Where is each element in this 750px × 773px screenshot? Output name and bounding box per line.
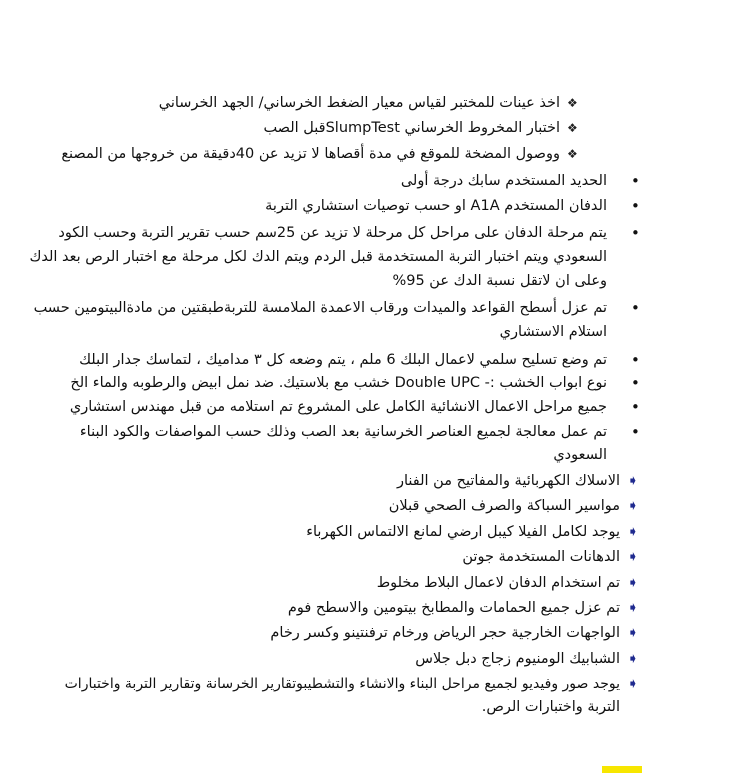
bullet-item-6: نوع ابواب الخشب :- Double UPC خشب مع بلاستيك. ضد نمل ابيض والرطوبه والماء الخ — [70, 375, 607, 391]
arrow-bullet-icon: ➧ — [627, 498, 639, 514]
bullet-icon: • — [631, 224, 640, 242]
diamond-item-2: اختبار المخروط الخرساني SlumpTestقبل الصب — [263, 120, 560, 136]
bullet-item-4: تم عزل أسطح القواعد والميدات ورقاب الاعمدة الملامسة للتربةطبقتين من مادةالبيتومين حسب — [33, 300, 607, 316]
arrow-item-9: يوجد صور وفيديو لجميع مراحل البناء والانشاء والتشطيبوتقارير الخرسانة وتقارير التربة واختبارات — [64, 676, 620, 692]
bullet-item-1: الحديد المستخدم سابك درجة أولى — [400, 173, 607, 189]
yellow-highlight-mark — [602, 766, 642, 773]
arrow-item-7: الواجهات الخارجية حجر الرياض ورخام ترفنتينو وكسر رخام — [270, 625, 620, 641]
arrow-bullet-icon: ➧ — [627, 575, 639, 591]
diamond-bullet-icon: ❖ — [567, 121, 578, 135]
bullet-item-3-cont2: وعلى ان لاتقل نسبة الدك عن 95% — [392, 273, 607, 289]
arrow-bullet-icon: ➧ — [627, 473, 639, 489]
diamond-bullet-icon: ❖ — [567, 96, 578, 110]
diamond-bullet-icon: ❖ — [567, 147, 578, 161]
bullet-item-7: جميع مراحل الاعمال الانشائية الكامل على المشروع تم استلامه من قبل مهندس استشاري — [69, 399, 607, 415]
bullet-icon: • — [631, 299, 640, 317]
arrow-item-8: الشبابيك الومنيوم زجاج دبل جلاس — [415, 651, 620, 667]
arrow-item-5: تم استخدام الدفان لاعمال البلاط مخلوط — [376, 575, 620, 591]
arrow-bullet-icon: ➧ — [627, 625, 639, 641]
arrow-bullet-icon: ➧ — [627, 549, 639, 565]
bullet-item-3-cont: السعودي ويتم اختبار التربة المستخدمة قبل الردم ويتم الدك لكل مرحلة مع اختبار الرص بعد الدك — [29, 249, 607, 265]
bullet-icon: • — [631, 423, 640, 441]
bullet-item-4-cont: استلام الاستشاري — [499, 324, 607, 340]
arrow-item-6: تم عزل جميع الحمامات والمطابخ بيتومين والاسطح فوم — [287, 600, 620, 616]
arrow-item-3: يوجد لكامل الفيلا كيبل ارضي لمانع الالتماس الكهرباء — [306, 524, 620, 540]
arrow-item-9-cont: التربة واختبارات الرص. — [481, 699, 620, 715]
diamond-item-1: اخذ عينات للمختبر لقياس معيار الضغط الخرساني/ الجهد الخرساني — [158, 95, 560, 111]
arrow-item-2: مواسير السباكة والصرف الصحي قبلان — [388, 498, 620, 514]
bullet-icon: • — [631, 197, 640, 215]
arrow-bullet-icon: ➧ — [627, 676, 639, 692]
arrow-bullet-icon: ➧ — [627, 524, 639, 540]
bullet-icon: • — [631, 351, 640, 369]
arrow-item-1: الاسلاك الكهربائية والمفاتيح من الفنار — [396, 473, 620, 489]
bullet-item-8: تم عمل معالجة لجميع العناصر الخرسانية بعد الصب وذلك حسب المواصفات والكود البناء — [79, 424, 607, 440]
bullet-item-8-cont: السعودي — [553, 447, 607, 463]
bullet-icon: • — [631, 374, 640, 392]
bullet-icon: • — [631, 172, 640, 190]
arrow-bullet-icon: ➧ — [627, 600, 639, 616]
arrow-item-4: الدهانات المستخدمة جوتن — [462, 549, 620, 565]
bullet-icon: • — [631, 398, 640, 416]
bullet-item-2: الدفان المستخدم A1A او حسب توصيات استشاري التربة — [265, 198, 607, 214]
diamond-item-3: ووصول المضخة للموقع في مدة أقصاها لا تزيد عن 40دقيقة من خروجها من المصنع — [61, 146, 560, 162]
bullet-item-5: تم وضع تسليح سلمي لاعمال البلك 6 ملم ، يتم وضعه كل ٣ مداميك ، لتماسك جدار البلك — [79, 352, 607, 368]
bullet-item-3: يتم مرحلة الدفان على مراحل كل مرحلة لا تزيد عن 25سم حسب تقرير التربة وحسب الكود — [58, 225, 607, 241]
arrow-bullet-icon: ➧ — [627, 651, 639, 667]
